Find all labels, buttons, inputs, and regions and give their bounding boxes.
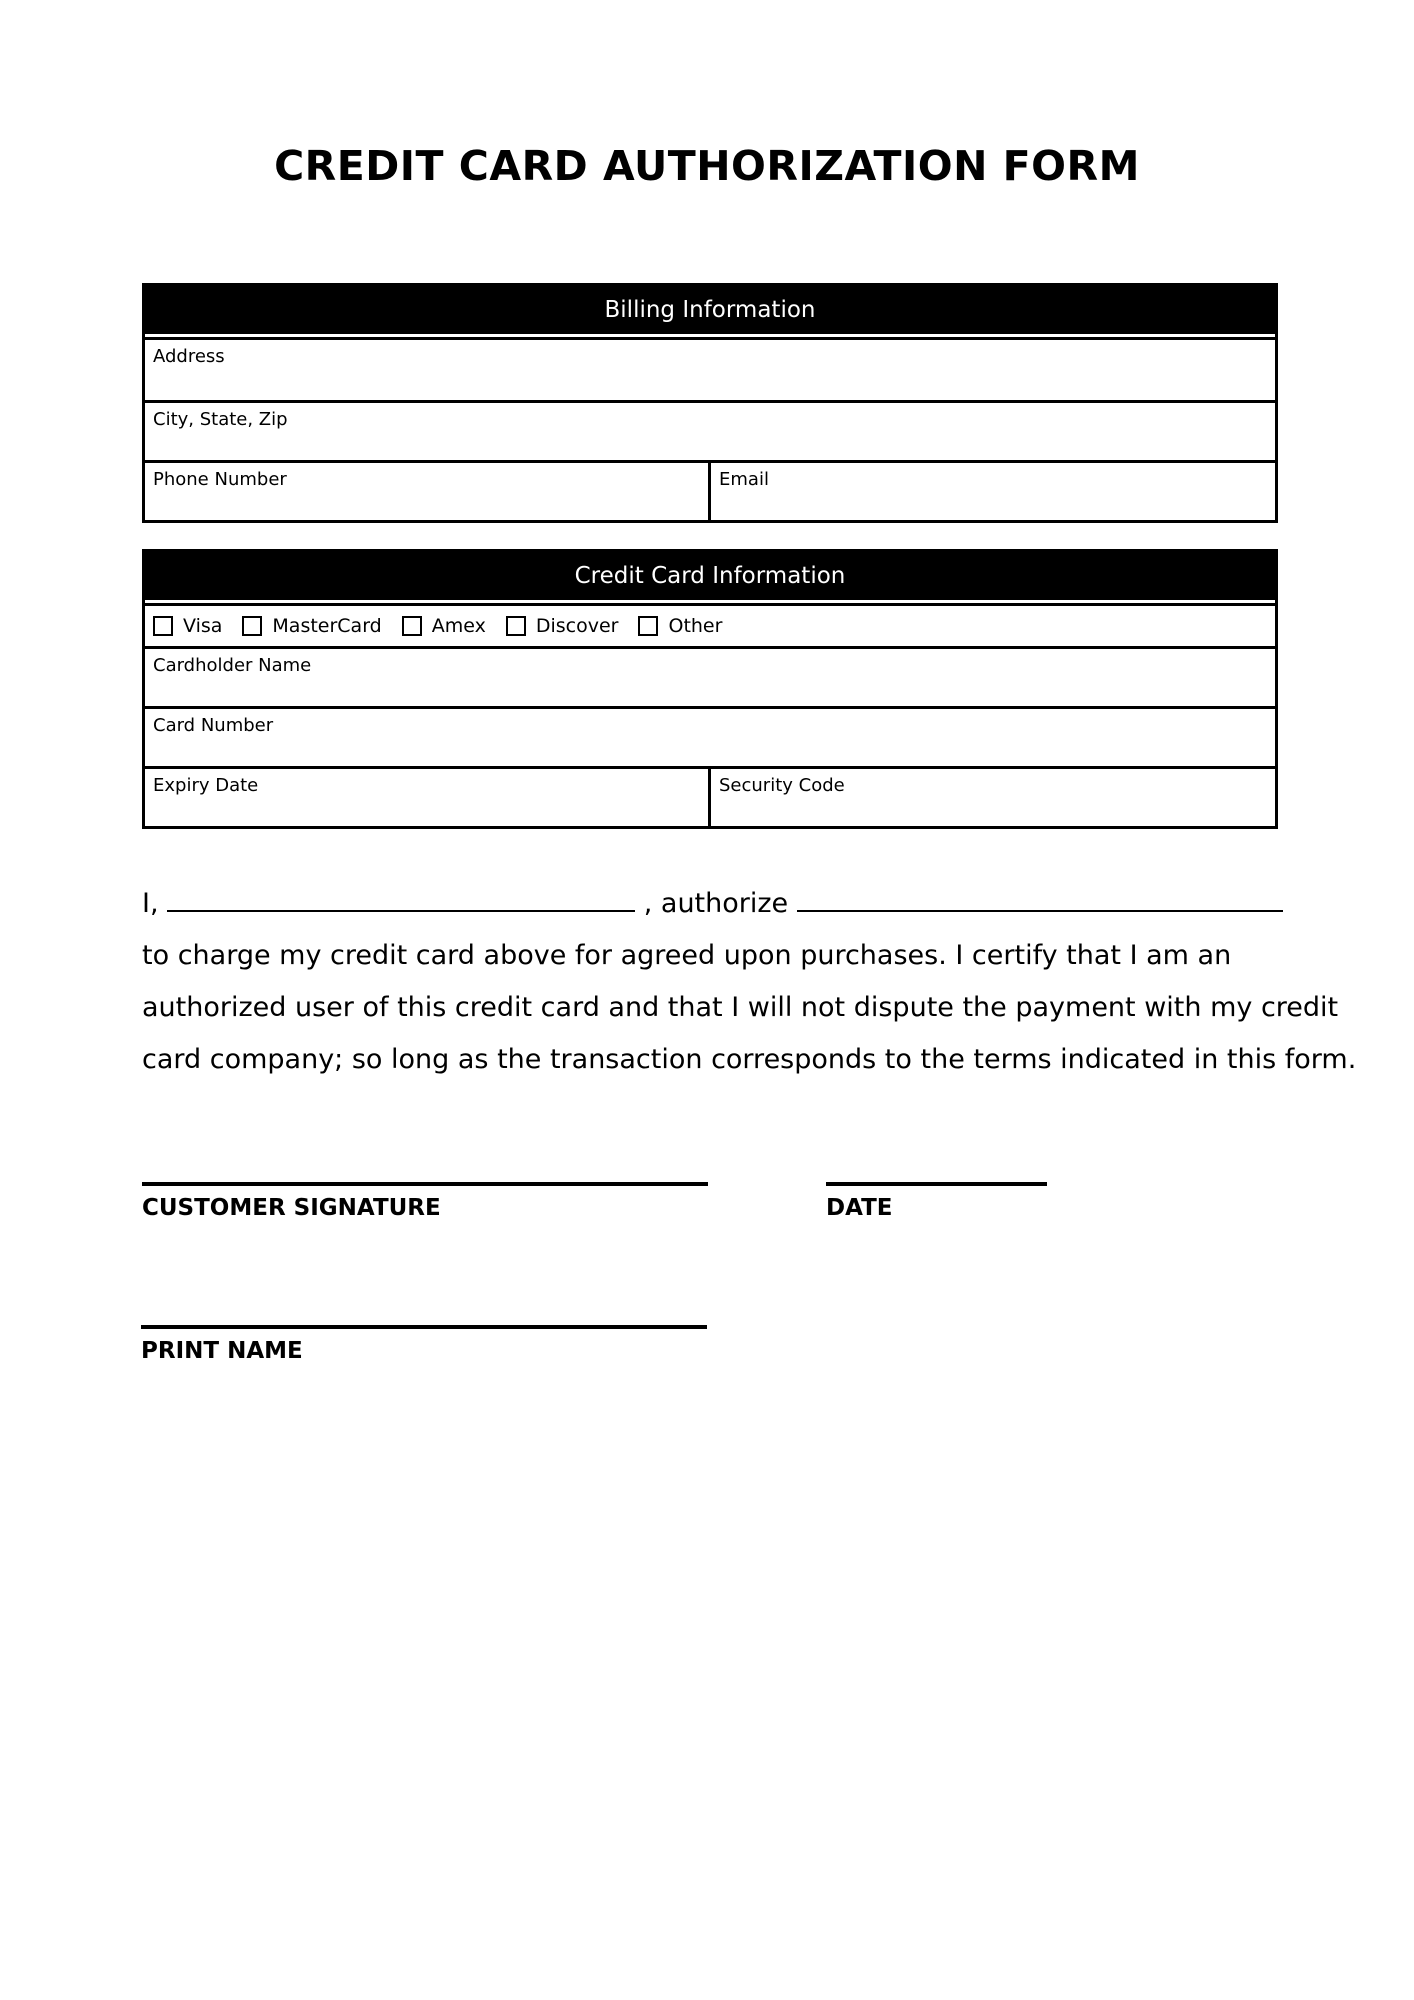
security-code-label: Security Code (719, 775, 845, 796)
date-label: DATE (826, 1195, 893, 1221)
discover-label: Discover (535, 615, 619, 637)
email-field[interactable] (708, 463, 1275, 520)
discover-checkbox[interactable] (506, 616, 526, 636)
address-field[interactable] (145, 340, 1275, 400)
merchant-name-blank[interactable] (797, 880, 1283, 912)
amex-label: Amex (431, 615, 486, 637)
other-checkbox[interactable] (638, 616, 658, 636)
print-name-line[interactable] (141, 1325, 707, 1329)
visa-checkbox[interactable] (153, 616, 173, 636)
card-number-field[interactable] (145, 709, 1275, 766)
cardholder-name-blank[interactable] (167, 880, 635, 912)
contact-row (145, 460, 1275, 520)
customer-signature-line[interactable] (142, 1182, 708, 1186)
city-state-zip-field[interactable] (145, 403, 1275, 460)
security-code-field[interactable] (708, 769, 1275, 826)
billing-header: Billing Information (145, 286, 1275, 337)
expiry-date-field[interactable] (145, 769, 708, 826)
card-type-visa[interactable] (153, 615, 222, 637)
card-type-mastercard[interactable] (242, 615, 381, 637)
card-header: Credit Card Information (145, 552, 1275, 603)
print-name-label: PRINT NAME (141, 1338, 303, 1364)
card-type-discover[interactable] (506, 615, 619, 637)
amex-checkbox[interactable] (402, 616, 422, 636)
address-row (145, 340, 1275, 400)
card-type-other[interactable] (638, 615, 722, 637)
authorization-paragraph (142, 878, 1357, 1086)
mastercard-label: MasterCard (272, 615, 382, 637)
authorization-line-4: card company; so long as the transaction corresponds to the terms indicated in this form. (142, 1044, 1357, 1075)
page-title: CREDIT CARD AUTHORIZATION FORM (274, 142, 1140, 190)
city-state-zip-label: City, State, Zip (153, 409, 288, 430)
phone-label: Phone Number (153, 469, 287, 490)
city-row (145, 400, 1275, 460)
card-number-label: Card Number (153, 715, 274, 736)
card-number-row (145, 706, 1275, 766)
address-label: Address (153, 346, 225, 367)
authorization-prefix: I, (142, 888, 159, 919)
cardholder-row (145, 646, 1275, 706)
phone-field[interactable] (145, 463, 708, 520)
date-line[interactable] (826, 1182, 1047, 1186)
card-type-amex[interactable] (402, 615, 486, 637)
card-type-options (145, 606, 1275, 646)
expiry-date-label: Expiry Date (153, 775, 259, 796)
email-label: Email (719, 469, 769, 490)
cardholder-name-label: Cardholder Name (153, 655, 312, 676)
card-section (142, 549, 1278, 829)
cardholder-name-field[interactable] (145, 649, 1275, 706)
authorization-line-3: authorized user of this credit card and that I will not dispute the payment with my credit (142, 992, 1339, 1023)
billing-section (142, 283, 1278, 523)
customer-signature-label: CUSTOMER SIGNATURE (142, 1195, 441, 1221)
authorization-line-2: to charge my credit card above for agreed upon purchases. I certify that I am an (142, 940, 1232, 971)
visa-label: Visa (183, 615, 223, 637)
mastercard-checkbox[interactable] (242, 616, 262, 636)
other-label: Other (668, 615, 723, 637)
authorization-line-1 (142, 878, 1282, 930)
authorization-middle: , authorize (643, 888, 789, 919)
expiry-security-row (145, 766, 1275, 826)
